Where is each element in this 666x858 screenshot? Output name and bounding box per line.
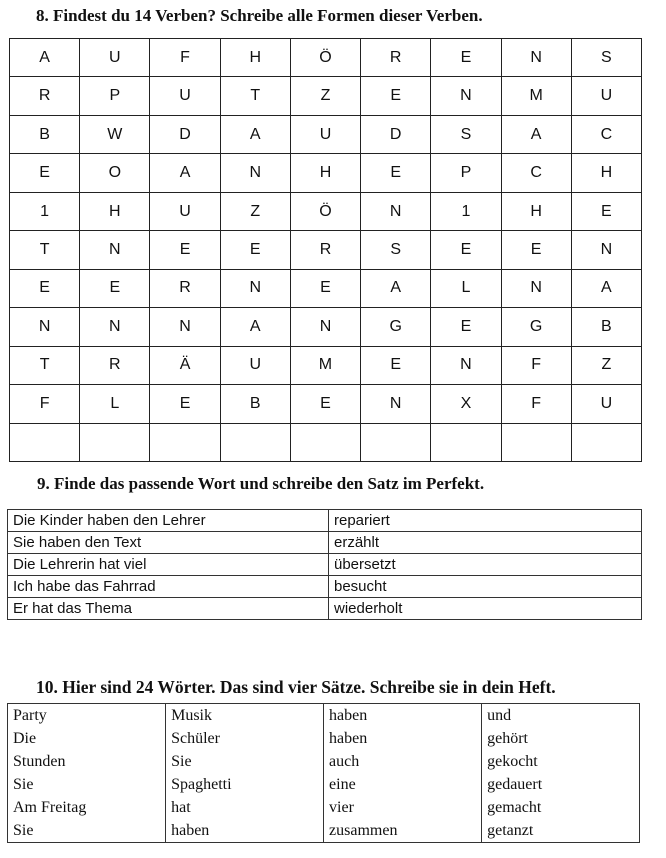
participle: erzählt: [329, 532, 642, 554]
grid-cell: Z: [220, 192, 290, 230]
grid-cell: E: [361, 346, 431, 384]
word-column: [8, 704, 166, 843]
grid-cell: E: [220, 231, 290, 269]
word: eine: [329, 776, 356, 793]
task8-heading: 8. Findest du 14 Verben? Schreibe alle Formen dieser Verben.: [36, 6, 483, 25]
grid-cell: E: [290, 385, 360, 423]
grid-row: [10, 423, 642, 461]
grid-cell: E: [150, 231, 220, 269]
grid-cell: F: [10, 385, 80, 423]
sentence-start: Ich habe das Fahrrad: [8, 576, 329, 598]
grid-cell: U: [571, 385, 641, 423]
participle: repariert: [329, 510, 642, 532]
grid-cell: E: [10, 269, 80, 307]
grid-cell: P: [431, 154, 501, 192]
grid-cell: A: [10, 39, 80, 77]
grid-cell: N: [220, 269, 290, 307]
grid-cell: F: [150, 39, 220, 77]
grid-cell: D: [150, 115, 220, 153]
grid-cell: 1: [431, 192, 501, 230]
word: Am Freitag: [13, 799, 87, 816]
grid-cell: A: [220, 115, 290, 153]
word: haben: [171, 822, 210, 839]
grid-cell: G: [501, 308, 571, 346]
grid-cell: R: [10, 77, 80, 115]
grid-cell: U: [290, 115, 360, 153]
grid-cell: B: [571, 308, 641, 346]
grid-cell: H: [501, 192, 571, 230]
grid-cell: N: [80, 308, 150, 346]
grid-cell: N: [571, 231, 641, 269]
word-columns-table: [7, 703, 640, 843]
participle: übersetzt: [329, 554, 642, 576]
grid-row: [10, 346, 642, 384]
grid-cell: Ö: [290, 192, 360, 230]
grid-cell: E: [501, 231, 571, 269]
task10-heading: 10. Hier sind 24 Wörter. Das sind vier Sätze. Schreibe sie in dein Heft.: [36, 677, 556, 697]
grid-cell: [501, 423, 571, 461]
word: Die: [13, 730, 37, 747]
grid-cell: N: [501, 269, 571, 307]
grid-cell: R: [290, 231, 360, 269]
grid-cell: T: [10, 231, 80, 269]
matching-row: [8, 598, 642, 620]
grid-row: [10, 154, 642, 192]
word: Sie: [13, 776, 34, 793]
grid-cell: N: [10, 308, 80, 346]
participle: besucht: [329, 576, 642, 598]
word: gekocht: [487, 753, 538, 770]
task9-heading: 9. Finde das passende Wort und schreibe den Satz im Perfekt.: [37, 474, 485, 493]
grid-cell: Z: [571, 346, 641, 384]
grid-cell: E: [431, 39, 501, 77]
grid-cell: H: [290, 154, 360, 192]
grid-cell: N: [431, 346, 501, 384]
word: vier: [329, 799, 354, 816]
word: Schüler: [171, 730, 220, 747]
grid-cell: [290, 423, 360, 461]
grid-cell: N: [150, 308, 220, 346]
grid-cell: S: [571, 39, 641, 77]
word-column: [324, 704, 482, 843]
grid-cell: A: [571, 269, 641, 307]
grid-cell: N: [501, 39, 571, 77]
grid-cell: F: [501, 346, 571, 384]
grid-cell: [361, 423, 431, 461]
word: haben: [329, 730, 368, 747]
grid-cell: Ö: [290, 39, 360, 77]
grid-cell: N: [290, 308, 360, 346]
grid-cell: S: [431, 115, 501, 153]
grid-cell: E: [431, 231, 501, 269]
word: getanzt: [487, 822, 534, 839]
matching-table: [7, 509, 642, 620]
grid-cell: N: [361, 385, 431, 423]
grid-cell: A: [501, 115, 571, 153]
grid-cell: B: [220, 385, 290, 423]
grid-cell: T: [10, 346, 80, 384]
grid-cell: S: [361, 231, 431, 269]
word: Stunden: [13, 753, 66, 770]
grid-cell: N: [431, 77, 501, 115]
grid-cell: E: [80, 269, 150, 307]
grid-cell: L: [431, 269, 501, 307]
word: Sie: [13, 822, 34, 839]
participle: wiederholt: [329, 598, 642, 620]
grid-cell: R: [150, 269, 220, 307]
grid-row: [10, 231, 642, 269]
grid-cell: P: [80, 77, 150, 115]
grid-cell: H: [220, 39, 290, 77]
word: gemacht: [487, 799, 542, 816]
grid-row: [10, 385, 642, 423]
grid-cell: E: [431, 308, 501, 346]
word: zusammen: [329, 822, 398, 839]
grid-row: [10, 115, 642, 153]
grid-row: [10, 192, 642, 230]
grid-cell: [10, 423, 80, 461]
grid-cell: N: [220, 154, 290, 192]
word: Spaghetti: [171, 776, 232, 793]
grid-row: [10, 308, 642, 346]
sentence-start: Er hat das Thema: [8, 598, 329, 620]
grid-cell: E: [361, 77, 431, 115]
matching-row: [8, 554, 642, 576]
grid-row: [10, 269, 642, 307]
grid-cell: E: [150, 385, 220, 423]
grid-cell: L: [80, 385, 150, 423]
grid-cell: U: [571, 77, 641, 115]
grid-cell: E: [290, 269, 360, 307]
sentence-start: Sie haben den Text: [8, 532, 329, 554]
word-column: [166, 704, 324, 843]
grid-cell: A: [220, 308, 290, 346]
grid-cell: D: [361, 115, 431, 153]
word-search-grid: [9, 38, 642, 462]
word: haben: [329, 707, 368, 724]
grid-cell: U: [150, 192, 220, 230]
grid-cell: Ä: [150, 346, 220, 384]
grid-cell: [80, 423, 150, 461]
grid-cell: A: [361, 269, 431, 307]
grid-cell: O: [80, 154, 150, 192]
grid-cell: H: [80, 192, 150, 230]
sentence-start: Die Lehrerin hat viel: [8, 554, 329, 576]
grid-cell: U: [220, 346, 290, 384]
matching-row: [8, 576, 642, 598]
grid-cell: C: [501, 154, 571, 192]
word: gedauert: [487, 776, 543, 793]
word: hat: [171, 799, 191, 816]
matching-row: [8, 532, 642, 554]
grid-cell: Z: [290, 77, 360, 115]
grid-cell: U: [150, 77, 220, 115]
grid-cell: E: [361, 154, 431, 192]
word: Musik: [171, 707, 212, 724]
grid-cell: N: [80, 231, 150, 269]
word: gehört: [487, 730, 528, 747]
grid-cell: X: [431, 385, 501, 423]
word-column: [482, 704, 640, 843]
sentence-start: Die Kinder haben den Lehrer: [8, 510, 329, 532]
grid-cell: M: [290, 346, 360, 384]
word: auch: [329, 753, 360, 770]
grid-cell: C: [571, 115, 641, 153]
word: Sie: [171, 753, 192, 770]
matching-row: [8, 510, 642, 532]
grid-cell: R: [80, 346, 150, 384]
grid-cell: W: [80, 115, 150, 153]
word: und: [487, 707, 512, 724]
grid-cell: [150, 423, 220, 461]
word: Party: [13, 707, 47, 724]
grid-cell: 1: [10, 192, 80, 230]
grid-cell: T: [220, 77, 290, 115]
grid-cell: [571, 423, 641, 461]
grid-cell: U: [80, 39, 150, 77]
grid-cell: A: [150, 154, 220, 192]
grid-cell: M: [501, 77, 571, 115]
grid-cell: H: [571, 154, 641, 192]
grid-cell: N: [361, 192, 431, 230]
grid-cell: [431, 423, 501, 461]
grid-row: [10, 77, 642, 115]
grid-cell: E: [10, 154, 80, 192]
grid-cell: [220, 423, 290, 461]
grid-cell: G: [361, 308, 431, 346]
grid-row: [10, 39, 642, 77]
grid-cell: B: [10, 115, 80, 153]
grid-cell: F: [501, 385, 571, 423]
grid-cell: R: [361, 39, 431, 77]
grid-cell: E: [571, 192, 641, 230]
